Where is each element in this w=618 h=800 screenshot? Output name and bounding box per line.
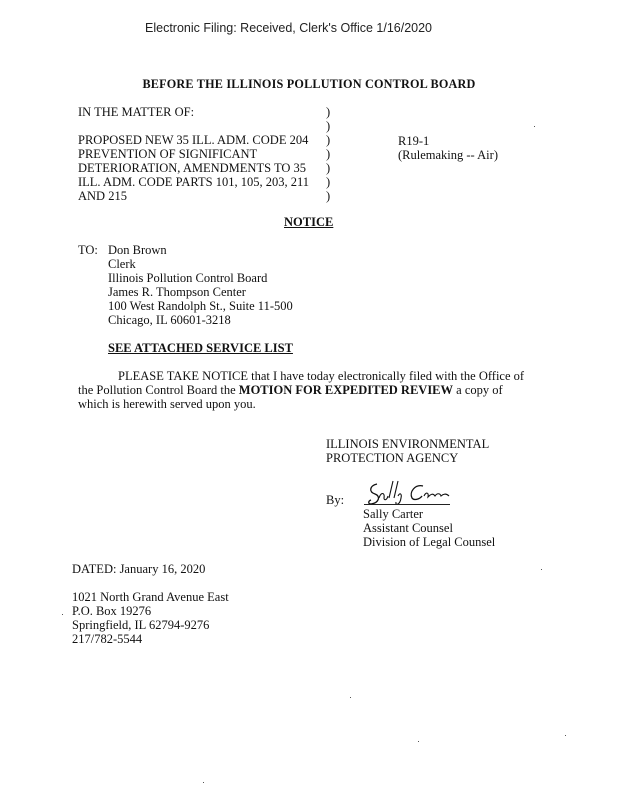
docket-type: (Rulemaking -- Air)	[398, 148, 498, 162]
service-list-heading: SEE ATTACHED SERVICE LIST	[108, 341, 293, 355]
to-label: TO:	[78, 243, 98, 257]
dated-line: DATED: January 16, 2020	[72, 562, 206, 576]
signature-line	[364, 504, 450, 505]
filing-stamp: Electronic Filing: Received, Clerk's Office 1/16/2020	[145, 21, 433, 35]
docket-number: R19-1	[398, 134, 430, 148]
caption-line: PREVENTION OF SIGNIFICANT	[78, 147, 258, 161]
signer-name: Sally Carter	[363, 507, 424, 521]
office-address-line: 217/782-5544	[72, 632, 143, 646]
recipient-line: Don Brown	[108, 243, 167, 257]
scan-speck	[541, 569, 542, 570]
recipient-line: Clerk	[108, 257, 136, 271]
caption-line: ILL. ADM. CODE PARTS 101, 105, 203, 211	[78, 175, 309, 189]
signer-division: Division of Legal Counsel	[363, 535, 496, 549]
agency-name: ILLINOIS ENVIRONMENTAL	[326, 437, 490, 451]
motion-title: MOTION FOR EXPEDITED REVIEW	[238, 383, 454, 398]
scan-speck	[534, 126, 535, 127]
recipient-line: Illinois Pollution Control Board	[108, 271, 268, 285]
scan-speck	[350, 697, 351, 698]
caption-paren: )	[326, 189, 331, 203]
caption-paren: )	[326, 147, 331, 161]
caption-paren: )	[326, 161, 331, 175]
recipient-line: James R. Thompson Center	[108, 285, 246, 299]
office-address-line: Springfield, IL 62794-9276	[72, 618, 210, 632]
scan-speck	[203, 782, 204, 783]
scan-speck	[418, 741, 419, 742]
office-address-line: 1021 North Grand Avenue East	[72, 590, 229, 604]
caption-line: AND 215	[78, 189, 127, 203]
notice-body	[78, 369, 526, 412]
signer-title: Assistant Counsel	[363, 521, 453, 535]
caption-paren: )	[326, 175, 331, 189]
office-address-line: P.O. Box 19276	[72, 604, 152, 618]
caption-line: PROPOSED NEW 35 ILL. ADM. CODE 204	[78, 133, 309, 147]
agency-name: PROTECTION AGENCY	[326, 451, 459, 465]
court-title: BEFORE THE ILLINOIS POLLUTION CONTROL BOARD	[142, 77, 476, 91]
caption-paren: )	[326, 119, 331, 133]
caption-paren: )	[326, 105, 331, 119]
caption-paren: )	[326, 133, 331, 147]
scan-speck	[62, 614, 63, 615]
recipient-line: Chicago, IL 60601-3218	[108, 313, 231, 327]
body-text: PLEASE TAKE NOTICE that I have today electronically filed with the Office of the Pollution Control Board the	[78, 369, 525, 398]
body-text: a copy of which is herewith served upon you.	[78, 383, 503, 412]
caption-line: DETERIORATION, AMENDMENTS TO 35	[78, 161, 307, 175]
recipient-line: 100 West Randolph St., Suite 11-500	[108, 299, 293, 313]
scan-speck	[565, 735, 566, 736]
notice-heading: NOTICE	[284, 215, 334, 229]
by-label: By:	[326, 493, 345, 507]
matter-label: IN THE MATTER OF:	[78, 105, 195, 119]
